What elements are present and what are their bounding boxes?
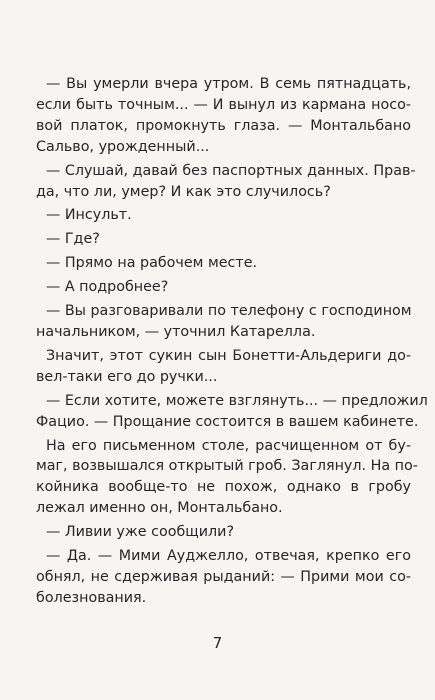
text-line: Значит, этот сукин сын Бонетти-Альдериги до- <box>46 347 411 364</box>
page-text <box>36 74 428 609</box>
text-line: Сальво, урожденный... <box>36 138 210 155</box>
text-line: обнял, не сдерживая рыданий: — Прими мои со- <box>36 568 411 585</box>
paragraph <box>36 161 416 203</box>
text-line: койника вообще-то не похож, однако в гробу <box>36 479 411 496</box>
paragraph <box>36 522 411 543</box>
text-line: — Если хотите, можете взглянуть... — предложил <box>46 392 428 409</box>
text-line: начальником, — уточнил Катарелла. <box>36 323 316 340</box>
text-line: вел-таки его до ручки... <box>36 368 218 385</box>
text-line: — Инсульт. <box>46 207 132 224</box>
text-line: болезнования. <box>36 589 147 606</box>
paragraph <box>36 346 411 388</box>
paragraph <box>36 391 428 433</box>
paragraph <box>36 301 411 343</box>
text-line: — Прямо на рабочем месте. <box>46 255 258 272</box>
paragraph <box>36 436 418 520</box>
text-line: лежал именно он, Монтальбано. <box>36 500 283 517</box>
text-line: — Вы разговаривали по телефону с господином <box>46 303 412 320</box>
text-line: — Вы умерли вчера утром. В семь пятнадцать, <box>46 76 411 92</box>
text-line: если быть точным... — И вынул из кармана носо- <box>36 96 411 113</box>
text-line: — Да. — Мими Ауджелло, отвечая, крепко его <box>46 548 411 565</box>
text-line: вой платок, промокнуть глаза. — Монтальбано <box>36 117 411 134</box>
page-number: 7 <box>212 634 223 652</box>
paragraph <box>36 546 411 609</box>
text-line: — Слушай, давай без паспортных данных. Прав- <box>46 162 416 179</box>
paragraph <box>36 277 411 298</box>
text-line: да, что ли, умер? И как это случилось? <box>36 183 331 200</box>
text-line: маг, возвышался открытый гроб. Заглянул. На по- <box>36 458 418 475</box>
text-line: — А подробнее? <box>46 279 169 296</box>
paragraph <box>36 74 411 158</box>
text-line: — Ливии уже сообщили? <box>46 524 235 541</box>
paragraph <box>36 253 411 274</box>
text-line: Фацио. — Прощание состоится в вашем кабинете. <box>36 413 419 430</box>
paragraph <box>36 229 411 250</box>
text-line: На его письменном столе, расчищенном от бу- <box>46 437 411 454</box>
paragraph <box>36 205 411 226</box>
text-line: — Где? <box>46 231 100 248</box>
